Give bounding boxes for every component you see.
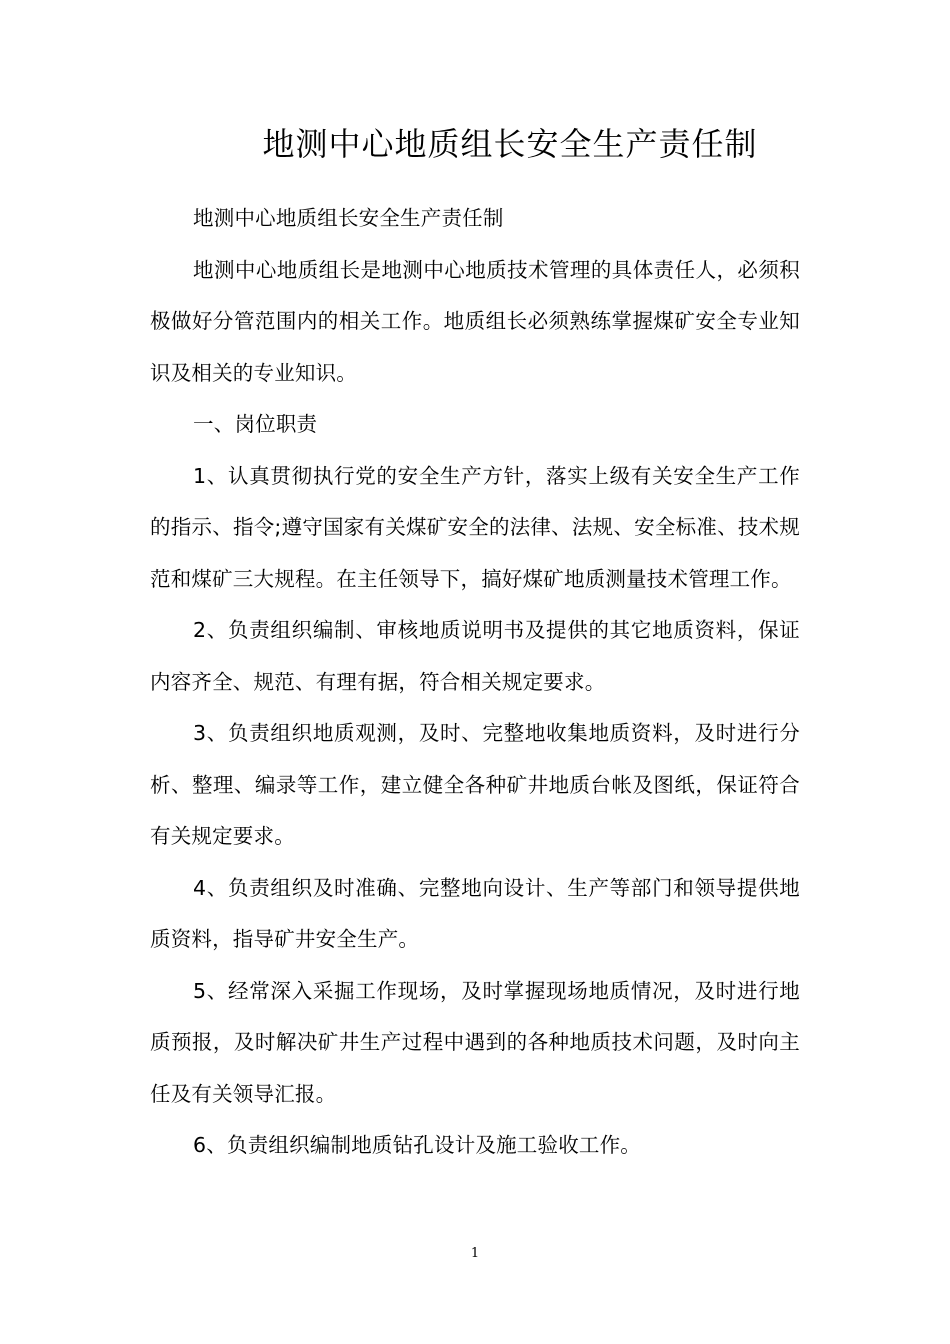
page-number: 1: [470, 1246, 480, 1261]
duty-item-3: 3、负责组织地质观测，及时、完整地收集地质资料，及时进行分析、整理、编录等工作，建立健全各种矿井地质台帐及图纸，保证符合有关规定要求。: [150, 721, 800, 848]
subtitle-paragraph: 地测中心地质组长安全生产责任制: [193, 206, 504, 230]
section-heading: 一、岗位职责: [193, 412, 318, 436]
duty-item-1: 1、认真贯彻执行党的安全生产方针，落实上级有关安全生产工作的指示、指令;遵守国家有关煤矿安全的法律、法规、安全标准、技术规范和煤矿三大规程。在主任领导下，搞好煤矿地质测量技术管理工作。: [150, 463, 800, 591]
duty-item-2: 2、负责组织编制、审核地质说明书及提供的其它地质资料，保证内容齐全、规范、有理有据，符合相关规定要求。: [150, 618, 800, 694]
document-body: [150, 193, 800, 1172]
intro-paragraph: 地测中心地质组长是地测中心地质技术管理的具体责任人，必须积极做好分管范围内的相关工作。地质组长必须熟练掌握煤矿安全专业知识及相关的专业知识。: [150, 257, 800, 385]
document-title: 地测中心地质组长安全生产责任制: [262, 125, 758, 163]
duty-item-5: 5、经常深入采掘工作现场，及时掌握现场地质情况，及时进行地质预报，及时解决矿井生产过程中遇到的各种地质技术问题，及时向主任及有关领导汇报。: [150, 978, 800, 1106]
duty-item-6: 6、负责组织编制地质钻孔设计及施工验收工作。: [193, 1133, 641, 1157]
duty-item-4: 4、负责组织及时准确、完整地向设计、生产等部门和领导提供地质资料，指导矿井安全生产。: [150, 875, 800, 951]
